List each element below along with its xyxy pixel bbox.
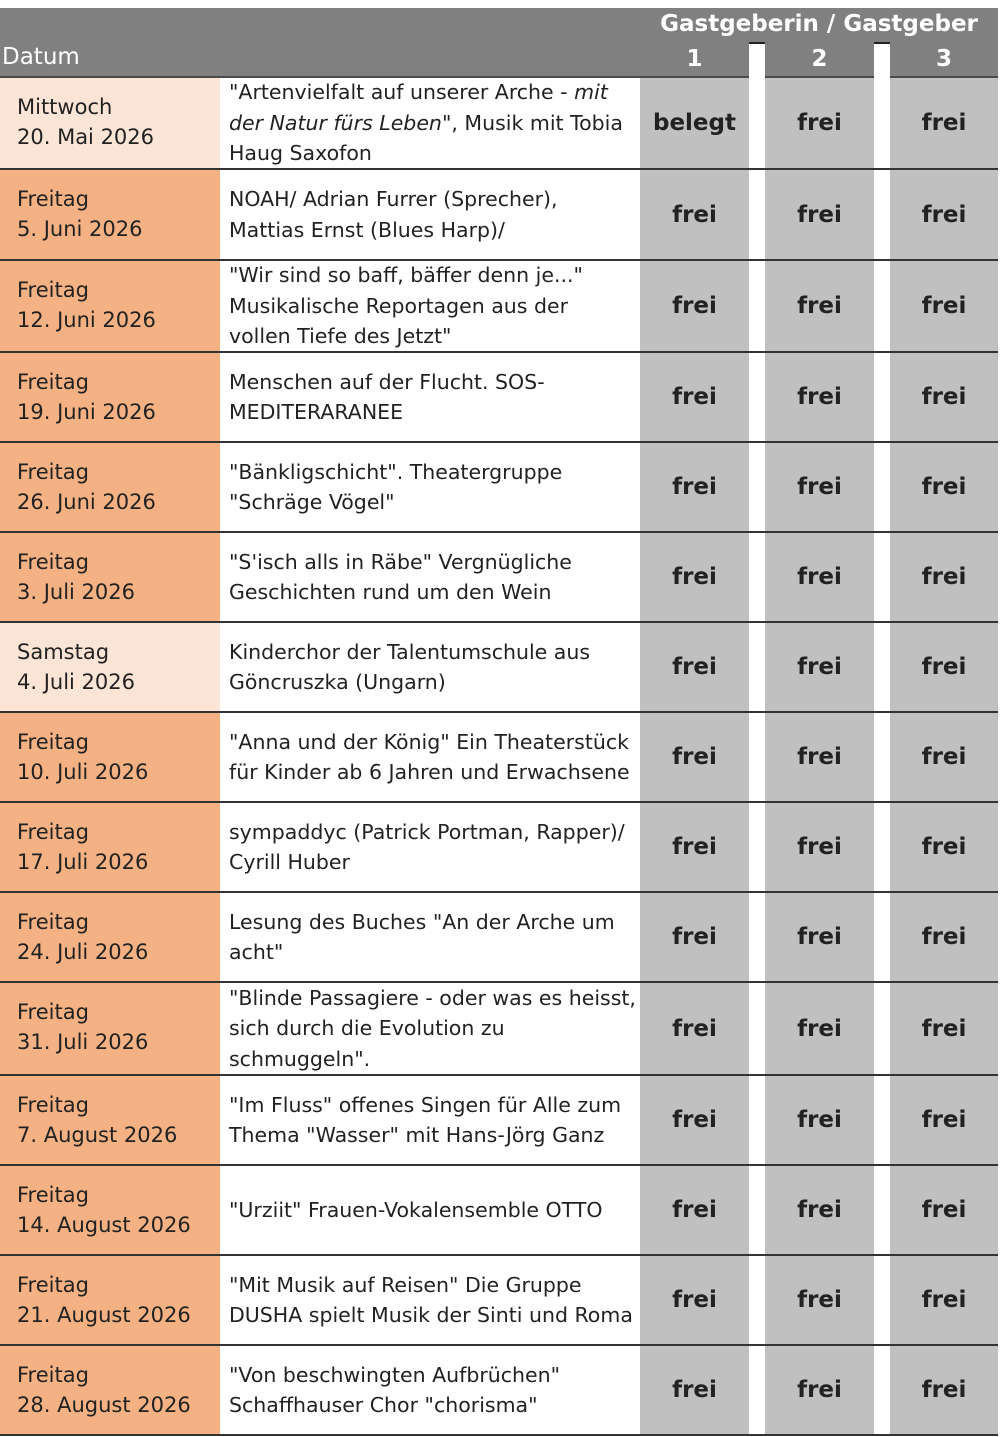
date: 20. Mai 2026: [17, 125, 155, 149]
date: 24. Juli 2026: [17, 940, 149, 964]
column-gap: [874, 1076, 890, 1164]
host-3-status[interactable]: frei: [890, 353, 998, 441]
header-host-1: 1: [686, 46, 703, 72]
weekday: Freitag: [17, 460, 89, 484]
table-row: [0, 1256, 998, 1346]
column-gap: [749, 803, 765, 891]
host-1-status[interactable]: belegt: [640, 78, 749, 168]
table-row: [0, 353, 998, 443]
date-cell: [0, 1076, 220, 1164]
event-description: sympaddyc (Patrick Portman, Rapper)/ Cyrill Huber: [229, 819, 625, 874]
event-cell: [220, 261, 640, 351]
host-2-status[interactable]: frei: [765, 713, 874, 801]
host-2-status[interactable]: frei: [765, 1256, 874, 1344]
host-2-status[interactable]: frei: [765, 1076, 874, 1164]
event-cell: [220, 353, 640, 441]
date: 3. Juli 2026: [17, 580, 136, 604]
table-row: [0, 1166, 998, 1256]
date: 5. Juni 2026: [17, 217, 143, 241]
host-3-status[interactable]: frei: [890, 1346, 998, 1434]
table-row: [0, 893, 998, 983]
header-host-3: 3: [935, 46, 952, 72]
host-2-status[interactable]: frei: [765, 533, 874, 621]
header-gap: [874, 42, 890, 78]
column-gap: [874, 1166, 890, 1254]
event-description: Lesung des Buches "An der Arche um acht": [229, 909, 615, 964]
date-cell: [0, 983, 220, 1074]
table-row: [0, 78, 998, 170]
event-description: "Artenvielfalt auf unserer Arche - mit der Natur fürs Leben", Musik mit Tobia Haug Saxofon: [229, 80, 623, 166]
column-gap: [874, 1346, 890, 1434]
host-2-status[interactable]: frei: [765, 443, 874, 531]
host-1-status[interactable]: frei: [640, 443, 749, 531]
column-gap: [874, 893, 890, 981]
host-3-status[interactable]: frei: [890, 893, 998, 981]
column-gap: [749, 353, 765, 441]
event-cell: [220, 713, 640, 801]
host-1-status[interactable]: frei: [640, 1346, 749, 1434]
weekday: Samstag: [17, 640, 110, 664]
weekday: Freitag: [17, 1000, 89, 1024]
host-2-status[interactable]: frei: [765, 170, 874, 259]
host-1-status[interactable]: frei: [640, 713, 749, 801]
date: 10. Juli 2026: [17, 760, 149, 784]
event-description: "Blinde Passagiere - oder was es heisst, sich durch die Evolution zu schmuggeln".: [229, 985, 636, 1071]
column-gap: [749, 1346, 765, 1434]
host-3-status[interactable]: frei: [890, 443, 998, 531]
host-1-status[interactable]: frei: [640, 1076, 749, 1164]
date: 19. Juni 2026: [17, 400, 156, 424]
host-1-status[interactable]: frei: [640, 1256, 749, 1344]
weekday: Freitag: [17, 1183, 89, 1207]
date-cell: [0, 1346, 220, 1434]
event-description: "Im Fluss" offenes Singen für Alle zum Thema "Wasser" mit Hans-Jörg Ganz: [229, 1092, 622, 1147]
event-description: "Anna und der König" Ein Theaterstück für Kinder ab 6 Jahren und Erwachsene: [229, 729, 630, 784]
event-cell: [220, 78, 640, 168]
weekday: Freitag: [17, 730, 89, 754]
date: 17. Juli 2026: [17, 850, 149, 874]
column-gap: [749, 623, 765, 711]
column-gap: [874, 803, 890, 891]
host-1-status[interactable]: frei: [640, 983, 749, 1074]
event-cell: [220, 1346, 640, 1434]
header-datum: Datum: [2, 44, 80, 70]
event-cell: [220, 893, 640, 981]
host-2-status[interactable]: frei: [765, 983, 874, 1074]
column-gap: [874, 170, 890, 259]
host-1-status[interactable]: frei: [640, 261, 749, 351]
host-1-status[interactable]: frei: [640, 170, 749, 259]
table-header: [0, 8, 998, 78]
date: 4. Juli 2026: [17, 670, 136, 694]
column-gap: [749, 443, 765, 531]
host-1-status[interactable]: frei: [640, 623, 749, 711]
weekday: Freitag: [17, 370, 89, 394]
event-cell: [220, 1166, 640, 1254]
column-gap: [874, 983, 890, 1074]
date-cell: [0, 78, 220, 168]
table-row: [0, 1346, 998, 1436]
date: 21. August 2026: [17, 1303, 191, 1327]
date: 26. Juni 2026: [17, 490, 156, 514]
event-cell: [220, 443, 640, 531]
column-gap: [749, 1166, 765, 1254]
weekday: Mittwoch: [17, 95, 113, 119]
host-2-status[interactable]: frei: [765, 893, 874, 981]
header-host-title: Gastgeberin / Gastgeber: [660, 11, 978, 37]
event-description: "S'isch alls in Räbe" Vergnügliche Geschichten rund um den Wein: [229, 549, 572, 604]
event-description: Menschen auf der Flucht. SOS-MEDITERARANEE: [229, 369, 545, 424]
host-2-status[interactable]: frei: [765, 353, 874, 441]
date-cell: [0, 713, 220, 801]
event-description: "Bänkligschicht". Theatergruppe "Schräge Vögel": [229, 459, 563, 514]
event-description: NOAH/ Adrian Furrer (Sprecher), Mattias Ernst (Blues Harp)/: [229, 187, 558, 242]
event-description: "Von beschwingten Aufbrüchen" Schaffhauser Chor "chorisma": [229, 1362, 561, 1417]
host-3-status[interactable]: frei: [890, 533, 998, 621]
weekday: Freitag: [17, 550, 89, 574]
host-2-status[interactable]: frei: [765, 803, 874, 891]
date: 14. August 2026: [17, 1213, 191, 1237]
table-row: [0, 443, 998, 533]
host-2-status[interactable]: frei: [765, 623, 874, 711]
column-gap: [749, 1256, 765, 1344]
host-1-status[interactable]: frei: [640, 533, 749, 621]
event-description: "Wir sind so baff, bäffer denn je..." Musikalische Reportagen aus der vollen Tiefe des Jetzt": [229, 263, 583, 349]
event-description: "Urziit" Frauen-Vokalensemble OTTO: [229, 1197, 603, 1222]
weekday: Freitag: [17, 1273, 89, 1297]
weekday: Freitag: [17, 278, 89, 302]
host-1-status[interactable]: frei: [640, 893, 749, 981]
column-gap: [874, 261, 890, 351]
date-cell: [0, 803, 220, 891]
host-3-status[interactable]: frei: [890, 170, 998, 259]
host-3-status[interactable]: frei: [890, 983, 998, 1074]
event-cell: [220, 623, 640, 711]
date: 7. August 2026: [17, 1123, 178, 1147]
host-3-status[interactable]: frei: [890, 78, 998, 168]
event-description: Kinderchor der Talentumschule aus Göncruszka (Ungarn): [229, 639, 591, 694]
event-description: "Mit Musik auf Reisen" Die Gruppe DUSHA spielt Musik der Sinti und Roma: [229, 1272, 633, 1327]
host-3-status[interactable]: frei: [890, 623, 998, 711]
table-row: [0, 1076, 998, 1166]
column-gap: [749, 983, 765, 1074]
table-row: [0, 803, 998, 893]
table-row: [0, 533, 998, 623]
header-gap: [749, 42, 765, 78]
host-2-status[interactable]: frei: [765, 261, 874, 351]
host-3-status[interactable]: frei: [890, 803, 998, 891]
host-3-status[interactable]: frei: [890, 1166, 998, 1254]
date-cell: [0, 1256, 220, 1344]
column-gap: [874, 1256, 890, 1344]
date-cell: [0, 1166, 220, 1254]
column-gap: [749, 533, 765, 621]
host-1-status[interactable]: frei: [640, 353, 749, 441]
column-gap: [749, 713, 765, 801]
host-2-status[interactable]: frei: [765, 78, 874, 168]
date-cell: [0, 623, 220, 711]
date: 28. August 2026: [17, 1393, 191, 1417]
date-cell: [0, 170, 220, 259]
column-gap: [749, 1076, 765, 1164]
host-3-status[interactable]: frei: [890, 1256, 998, 1344]
event-cell: [220, 533, 640, 621]
table-row: [0, 623, 998, 713]
column-gap: [874, 443, 890, 531]
event-cell: [220, 1076, 640, 1164]
host-2-status[interactable]: frei: [765, 1346, 874, 1434]
column-gap: [874, 713, 890, 801]
date-cell: [0, 893, 220, 981]
weekday: Freitag: [17, 187, 89, 211]
table-row: [0, 261, 998, 353]
column-gap: [874, 533, 890, 621]
weekday: Freitag: [17, 1363, 89, 1387]
column-gap: [749, 893, 765, 981]
column-gap: [874, 353, 890, 441]
column-gap: [749, 261, 765, 351]
host-1-status[interactable]: frei: [640, 1166, 749, 1254]
event-cell: [220, 1256, 640, 1344]
host-1-status[interactable]: frei: [640, 803, 749, 891]
column-gap: [749, 170, 765, 259]
date-cell: [0, 353, 220, 441]
date-cell: [0, 443, 220, 531]
column-gap: [874, 623, 890, 711]
column-gap: [749, 78, 765, 168]
date: 12. Juni 2026: [17, 308, 156, 332]
host-3-status[interactable]: frei: [890, 1076, 998, 1164]
weekday: Freitag: [17, 910, 89, 934]
weekday: Freitag: [17, 820, 89, 844]
date-cell: [0, 533, 220, 621]
table-row: [0, 713, 998, 803]
column-gap: [874, 78, 890, 168]
event-cell: [220, 803, 640, 891]
date-cell: [0, 261, 220, 351]
host-3-status[interactable]: frei: [890, 713, 998, 801]
table-row: [0, 983, 998, 1076]
header-host-2: 2: [811, 46, 828, 72]
date: 31. Juli 2026: [17, 1030, 149, 1054]
host-3-status[interactable]: frei: [890, 261, 998, 351]
weekday: Freitag: [17, 1093, 89, 1117]
host-2-status[interactable]: frei: [765, 1166, 874, 1254]
event-cell: [220, 983, 640, 1074]
event-cell: [220, 170, 640, 259]
table-row: [0, 170, 998, 261]
